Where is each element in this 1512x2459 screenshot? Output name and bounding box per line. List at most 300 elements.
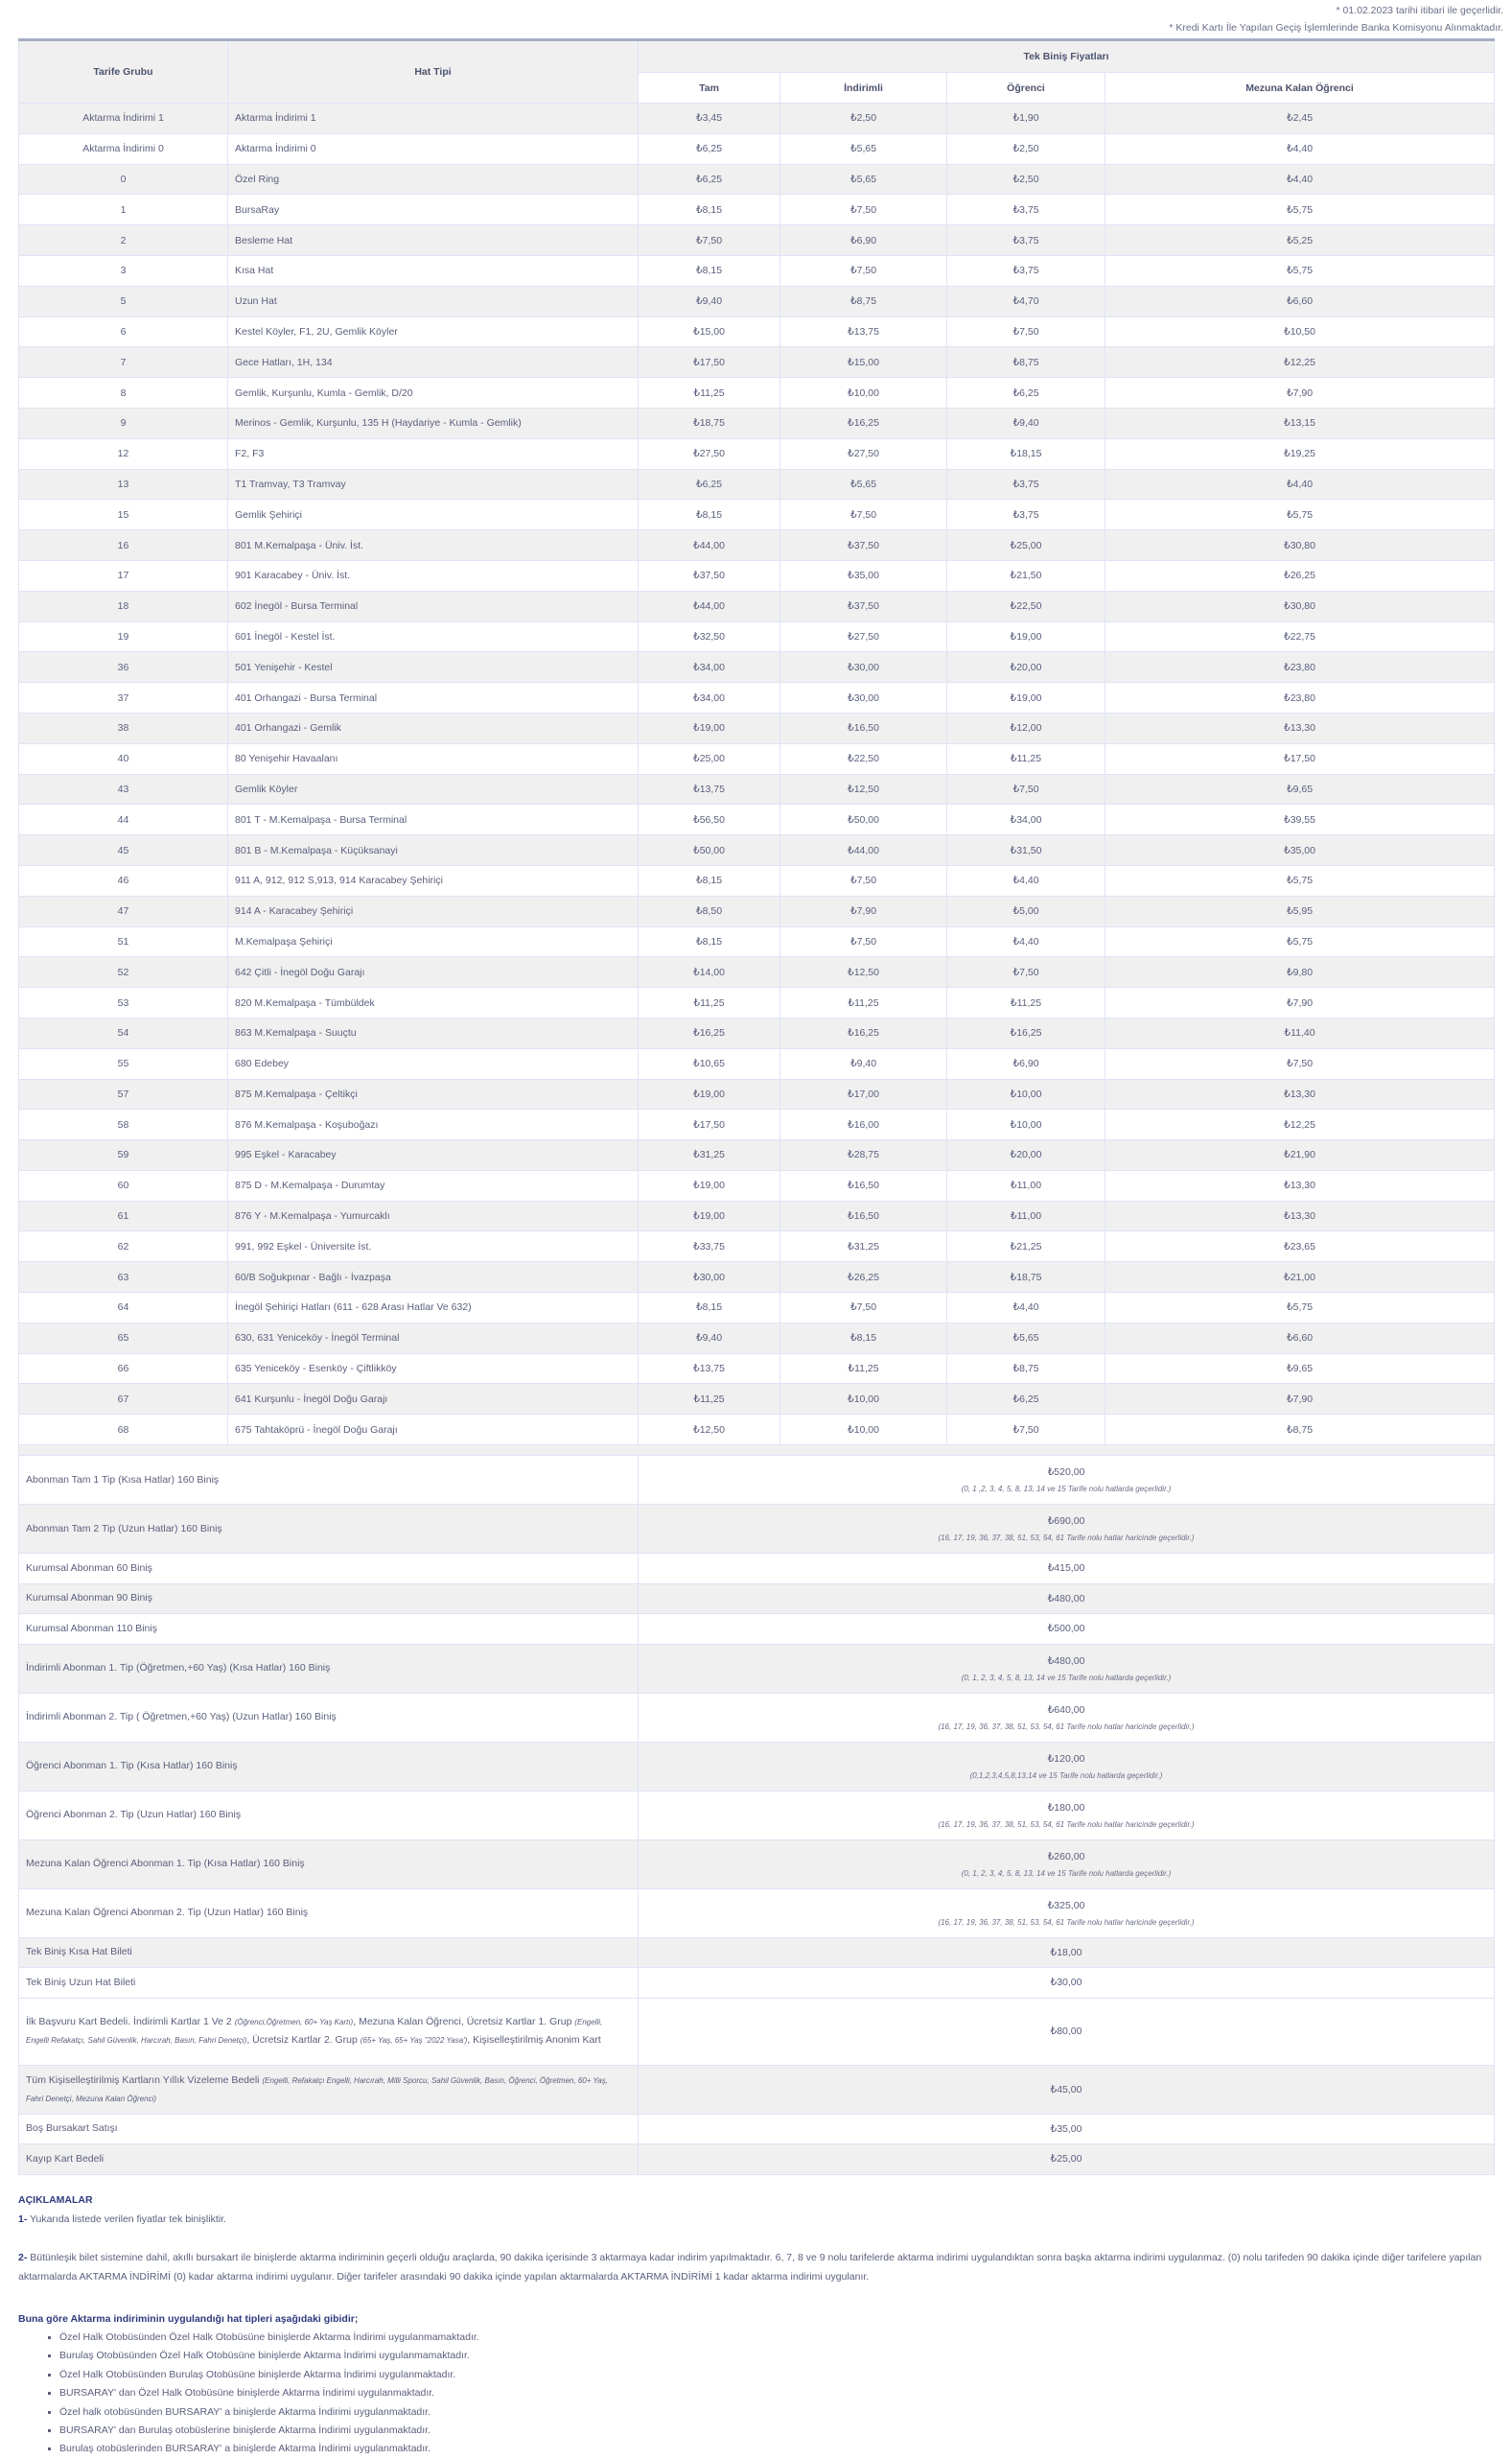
- first-application-part2-small: (Engelli, Engelli Refakatçı, Sahil Güvenlik, Harcırah, Basın, Fahri Denetçi): [26, 2018, 603, 2046]
- mezuna-kalan-price-cell: ₺5,75: [1105, 195, 1495, 225]
- hat-tipi-cell: 60/B Soğukpınar - Bağlı - İvazpaşa: [228, 1262, 639, 1293]
- ogrenci-price-cell: ₺6,90: [947, 1048, 1105, 1079]
- indirimli-price-cell: ₺30,00: [780, 652, 947, 683]
- tarife-grubu-cell: 65: [19, 1323, 228, 1353]
- table-row: [19, 1415, 1495, 1445]
- card-fees-body: [19, 1998, 1495, 2174]
- subscription-price: ₺30,00: [1050, 1977, 1082, 1989]
- tam-price-cell: ₺3,45: [639, 104, 780, 134]
- ogrenci-price-cell: ₺9,40: [947, 408, 1105, 438]
- hat-tipi-cell: 875 D - M.Kemalpaşa - Durumtay: [228, 1170, 639, 1201]
- ogrenci-price-cell: ₺7,50: [947, 774, 1105, 805]
- valid-from-note: * 01.02.2023 tarihi itibari ile geçerlidir.: [1336, 5, 1503, 16]
- ogrenci-price-cell: ₺3,75: [947, 255, 1105, 286]
- hat-tipi-cell: 863 M.Kemalpaşa - Suuçtu: [228, 1018, 639, 1048]
- ogrenci-price-cell: ₺31,50: [947, 835, 1105, 866]
- tam-price-cell: ₺16,25: [639, 1018, 780, 1048]
- hat-tipi-cell: İnegöl Şehiriçi Hatları (611 - 628 Arası Hatlar Ve 632): [228, 1293, 639, 1323]
- subscription-price-cell: [639, 1839, 1495, 1888]
- subscription-price-cell: [639, 1888, 1495, 1937]
- table-row: [19, 1110, 1495, 1140]
- hat-tipi-cell: Besleme Hat: [228, 225, 639, 256]
- hat-tipi-cell: 876 Y - M.Kemalpaşa - Yumurcaklı: [228, 1201, 639, 1231]
- ogrenci-price-cell: ₺11,25: [947, 743, 1105, 774]
- mezuna-kalan-price-cell: ₺5,95: [1105, 896, 1495, 926]
- indirimli-price-cell: ₺10,00: [780, 1415, 947, 1445]
- ogrenci-price-cell: ₺22,50: [947, 591, 1105, 621]
- annual-visa-label: [19, 2065, 639, 2114]
- subscription-price: ₺500,00: [1047, 1623, 1085, 1635]
- mezuna-kalan-price-cell: ₺7,50: [1105, 1048, 1495, 1079]
- tam-price-cell: ₺17,50: [639, 347, 780, 378]
- ogrenci-price-cell: ₺16,25: [947, 1018, 1105, 1048]
- fare-table-body: [19, 104, 1495, 1445]
- ogrenci-price-cell: ₺3,75: [947, 500, 1105, 530]
- ogrenci-price-cell: ₺21,50: [947, 560, 1105, 591]
- list-item: Özel Halk Otobüsünden Burulaş Otobüsüne binişlerde Aktarma İndirimi uygulanmaktadır.: [53, 2366, 1495, 2384]
- table-row: [19, 988, 1495, 1019]
- mezuna-kalan-price-cell: ₺10,50: [1105, 316, 1495, 347]
- lost-card-price: ₺25,00: [639, 2144, 1495, 2175]
- ogrenci-price-cell: ₺10,00: [947, 1079, 1105, 1110]
- table-row: [19, 500, 1495, 530]
- table-row: [19, 469, 1495, 500]
- hat-tipi-cell: T1 Tramvay, T3 Tramvay: [228, 469, 639, 500]
- hat-tipi-cell: F2, F3: [228, 438, 639, 469]
- subscription-validity-note: (0, 1 ,2, 3, 4, 5, 8, 13, 14 ve 15 Tarife nolu hatlarda geçerlidir.): [961, 1485, 1172, 1494]
- tarife-grubu-cell: 40: [19, 743, 228, 774]
- hat-tipi-cell: 820 M.Kemalpaşa - Tümbüldek: [228, 988, 639, 1019]
- indirimli-price-cell: ₺50,00: [780, 805, 947, 835]
- subscription-row: [19, 1456, 1495, 1505]
- subscription-price: ₺260,00: [1047, 1850, 1085, 1862]
- spacer-row: [19, 1445, 1495, 1456]
- ogrenci-price-cell: ₺5,65: [947, 1323, 1105, 1353]
- subscription-price-cell: [639, 1693, 1495, 1742]
- table-row: [19, 683, 1495, 714]
- tarife-grubu-cell: 47: [19, 896, 228, 926]
- indirimli-price-cell: ₺26,25: [780, 1262, 947, 1293]
- indirimli-price-cell: ₺16,25: [780, 1018, 947, 1048]
- subscription-price-cell: [639, 1937, 1495, 1968]
- subscription-price-cell: [639, 1614, 1495, 1645]
- mezuna-kalan-price-cell: ₺4,40: [1105, 133, 1495, 164]
- indirimli-price-cell: ₺7,50: [780, 1293, 947, 1323]
- hat-tipi-cell: 991, 992 Eşkel - Üniversite İst.: [228, 1231, 639, 1262]
- subscription-price-cell: [639, 1554, 1495, 1584]
- ogrenci-price-cell: ₺6,25: [947, 1384, 1105, 1415]
- hat-tipi-cell: 642 Çitli - İnegöl Doğu Garajı: [228, 957, 639, 988]
- tarife-grubu-cell: 52: [19, 957, 228, 988]
- hat-tipi-cell: Gemlik Köyler: [228, 774, 639, 805]
- subscription-validity-note: (16, 17, 19, 36, 37, 38, 51, 53, 54, 61 Tarife nolu hatlar haricinde geçerlidir.): [938, 1721, 1195, 1731]
- subscription-label: Tek Biniş Uzun Hat Bileti: [19, 1968, 639, 1999]
- tam-price-cell: ₺6,25: [639, 164, 780, 195]
- indirimli-price-cell: ₺7,50: [780, 500, 947, 530]
- header-row-top: [19, 40, 1495, 73]
- card-fee-row-lost-card: [19, 2144, 1495, 2175]
- indirimli-price-cell: ₺35,00: [780, 560, 947, 591]
- table-row: [19, 805, 1495, 835]
- indirimli-price-cell: ₺17,00: [780, 1079, 947, 1110]
- tarife-grubu-cell: 68: [19, 1415, 228, 1445]
- ogrenci-price-cell: ₺4,40: [947, 865, 1105, 896]
- tam-price-cell: ₺27,50: [639, 438, 780, 469]
- ogrenci-price-cell: ₺4,70: [947, 286, 1105, 316]
- first-application-part4: , Kişiselleştirilmiş Anonim Kart: [467, 2034, 601, 2047]
- tarife-grubu-cell: 60: [19, 1170, 228, 1201]
- spacer: [18, 2229, 1495, 2248]
- subscription-price: ₺415,00: [1047, 1562, 1085, 1575]
- indirimli-price-cell: ₺7,50: [780, 926, 947, 957]
- header-tam: Tam: [639, 73, 780, 104]
- subscription-label: Mezuna Kalan Öğrenci Abonman 2. Tip (Uzun Hatlar) 160 Biniş: [19, 1888, 639, 1937]
- ogrenci-price-cell: ₺5,00: [947, 896, 1105, 926]
- mezuna-kalan-price-cell: ₺9,80: [1105, 957, 1495, 988]
- indirimli-price-cell: ₺37,50: [780, 530, 947, 561]
- table-row: [19, 1079, 1495, 1110]
- subscription-price: ₺120,00: [1047, 1752, 1085, 1765]
- tarife-grubu-cell: 64: [19, 1293, 228, 1323]
- tam-price-cell: ₺15,00: [639, 316, 780, 347]
- fare-table-header: [19, 40, 1495, 104]
- subscription-label: Tek Biniş Kısa Hat Bileti: [19, 1937, 639, 1968]
- tarife-grubu-cell: 12: [19, 438, 228, 469]
- mezuna-kalan-price-cell: ₺13,30: [1105, 713, 1495, 743]
- hat-tipi-cell: 801 B - M.Kemalpaşa - Küçüksanayi: [228, 835, 639, 866]
- subscription-price: ₺480,00: [1047, 1654, 1085, 1667]
- mezuna-kalan-price-cell: ₺5,75: [1105, 255, 1495, 286]
- empty-card-price: ₺35,00: [639, 2114, 1495, 2144]
- tarife-grubu-cell: 46: [19, 865, 228, 896]
- subscription-validity-note: (0,1,2,3,4,5,8,13,14 ve 15 Tarife nolu hatlarda geçerlidir.): [969, 1770, 1163, 1780]
- table-row: [19, 225, 1495, 256]
- table-spacer: [19, 1445, 1495, 1456]
- tam-price-cell: ₺34,00: [639, 683, 780, 714]
- subscription-table-body: [19, 1456, 1495, 1999]
- list-item: BURSARAY' dan Özel Halk Otobüsüne binişlerde Aktarma İndirimi uygulanmaktadır.: [53, 2384, 1495, 2402]
- list-item: Burulaş Otobüsünden Özel Halk Otobüsüne binişlerde Aktarma İndirimi uygulanmamaktadır.: [53, 2347, 1495, 2365]
- ogrenci-price-cell: ₺25,00: [947, 530, 1105, 561]
- subscription-row: [19, 1693, 1495, 1742]
- indirimli-price-cell: ₺28,75: [780, 1140, 947, 1171]
- subscription-validity-note: (0, 1, 2, 3, 4, 5, 8, 13, 14 ve 15 Tarife nolu hatlarda geçerlidir.): [961, 1868, 1172, 1878]
- first-application-part3: , Ücretsiz Kartlar 2. Grup: [246, 2034, 361, 2047]
- hat-tipi-cell: Uzun Hat: [228, 286, 639, 316]
- mezuna-kalan-price-cell: ₺8,75: [1105, 1415, 1495, 1445]
- tam-price-cell: ₺19,00: [639, 713, 780, 743]
- tarife-grubu-cell: 1: [19, 195, 228, 225]
- mezuna-kalan-price-cell: ₺21,90: [1105, 1140, 1495, 1171]
- table-row: [19, 743, 1495, 774]
- fare-table-container: [18, 38, 1494, 2175]
- table-row: [19, 1201, 1495, 1231]
- hat-tipi-cell: 641 Kurşunlu - İnegöl Doğu Garajı: [228, 1384, 639, 1415]
- tarife-grubu-cell: 16: [19, 530, 228, 561]
- indirimli-price-cell: ₺12,50: [780, 957, 947, 988]
- mezuna-kalan-price-cell: ₺30,80: [1105, 530, 1495, 561]
- table-row: [19, 774, 1495, 805]
- mezuna-kalan-price-cell: ₺4,40: [1105, 164, 1495, 195]
- mezuna-kalan-price-cell: ₺9,65: [1105, 774, 1495, 805]
- ogrenci-price-cell: ₺21,25: [947, 1231, 1105, 1262]
- tarife-grubu-cell: 7: [19, 347, 228, 378]
- hat-tipi-cell: BursaRay: [228, 195, 639, 225]
- subscription-label: İndirimli Abonman 2. Tip ( Öğretmen,+60 Yaş) (Uzun Hatlar) 160 Biniş: [19, 1693, 639, 1742]
- mezuna-kalan-price-cell: ₺12,25: [1105, 347, 1495, 378]
- tarife-grubu-cell: 63: [19, 1262, 228, 1293]
- tam-price-cell: ₺18,75: [639, 408, 780, 438]
- tam-price-cell: ₺17,50: [639, 1110, 780, 1140]
- mezuna-kalan-price-cell: ₺5,75: [1105, 500, 1495, 530]
- table-row: [19, 255, 1495, 286]
- tarife-grubu-cell: 51: [19, 926, 228, 957]
- ogrenci-price-cell: ₺7,50: [947, 1415, 1105, 1445]
- hat-tipi-cell: Aktarma İndirimi 0: [228, 133, 639, 164]
- first-application-part3-small: (65+ Yaş, 65+ Yaş "2022 Yasa'): [360, 2036, 468, 2046]
- hat-tipi-cell: Merinos - Gemlik, Kurşunlu, 135 H (Haydariye - Kumla - Gemlik): [228, 408, 639, 438]
- subscription-price-cell: [639, 1644, 1495, 1693]
- table-row: [19, 104, 1495, 134]
- tam-price-cell: ₺11,25: [639, 378, 780, 409]
- mezuna-kalan-price-cell: ₺13,15: [1105, 408, 1495, 438]
- hat-tipi-cell: 801 M.Kemalpaşa - Üniv. İst.: [228, 530, 639, 561]
- subscription-price-cell: [639, 1583, 1495, 1614]
- hat-tipi-cell: 995 Eşkel - Karacabey: [228, 1140, 639, 1171]
- indirimli-price-cell: ₺16,50: [780, 1201, 947, 1231]
- first-application-price: ₺80,00: [639, 1998, 1495, 2065]
- subscription-label: Kurumsal Abonman 90 Biniş: [19, 1583, 639, 1614]
- mezuna-kalan-price-cell: ₺22,75: [1105, 621, 1495, 652]
- subscription-row: [19, 1937, 1495, 1968]
- indirimli-price-cell: ₺8,75: [780, 286, 947, 316]
- hat-tipi-cell: Kısa Hat: [228, 255, 639, 286]
- tam-price-cell: ₺34,00: [639, 652, 780, 683]
- tam-price-cell: ₺8,50: [639, 896, 780, 926]
- subscription-label: Öğrenci Abonman 1. Tip (Kısa Hatlar) 160 Biniş: [19, 1742, 639, 1791]
- tarife-grubu-cell: 61: [19, 1201, 228, 1231]
- ogrenci-price-cell: ₺6,25: [947, 378, 1105, 409]
- header-indirimli: İndirimli: [780, 73, 947, 104]
- subscription-label: Kurumsal Abonman 110 Biniş: [19, 1614, 639, 1645]
- mezuna-kalan-price-cell: ₺6,60: [1105, 1323, 1495, 1353]
- indirimli-price-cell: ₺7,50: [780, 865, 947, 896]
- tam-price-cell: ₺44,00: [639, 591, 780, 621]
- table-row: [19, 164, 1495, 195]
- subscription-label: İndirimli Abonman 1. Tip (Öğretmen,+60 Yaş) (Kısa Hatlar) 160 Biniş: [19, 1644, 639, 1693]
- subscription-price: ₺640,00: [1047, 1703, 1085, 1716]
- mezuna-kalan-price-cell: ₺2,45: [1105, 104, 1495, 134]
- hat-tipi-cell: Gemlik Şehiriçi: [228, 500, 639, 530]
- explanation-item-2-num: 2-: [18, 2252, 28, 2263]
- ogrenci-price-cell: ₺11,25: [947, 988, 1105, 1019]
- table-row: [19, 652, 1495, 683]
- header-hat-tipi: Hat Tipi: [228, 40, 639, 104]
- tam-price-cell: ₺12,50: [639, 1415, 780, 1445]
- table-row: [19, 713, 1495, 743]
- indirimli-price-cell: ₺30,00: [780, 683, 947, 714]
- indirimli-price-cell: ₺31,25: [780, 1231, 947, 1262]
- subscription-row: [19, 1505, 1495, 1554]
- subscription-price-cell: [639, 1742, 1495, 1791]
- tam-price-cell: ₺19,00: [639, 1170, 780, 1201]
- subscription-validity-note: (16, 17, 19, 36, 37, 38, 51, 53, 54, 61 Tarife nolu hatlar haricinde geçerlidir.): [938, 1534, 1195, 1543]
- ogrenci-price-cell: ₺18,75: [947, 1262, 1105, 1293]
- ogrenci-price-cell: ₺8,75: [947, 1353, 1105, 1384]
- table-row: [19, 865, 1495, 896]
- tam-price-cell: ₺11,25: [639, 1384, 780, 1415]
- subscription-row: [19, 1583, 1495, 1614]
- subscription-price-cell: [639, 1791, 1495, 1839]
- explanation-item-1-num: 1-: [18, 2213, 28, 2225]
- notes: [1169, 2, 1503, 36]
- tam-price-cell: ₺8,15: [639, 500, 780, 530]
- subscription-price: ₺18,00: [1050, 1946, 1082, 1958]
- indirimli-price-cell: ₺5,65: [780, 133, 947, 164]
- indirimli-price-cell: ₺9,40: [780, 1048, 947, 1079]
- ogrenci-price-cell: ₺2,50: [947, 164, 1105, 195]
- mezuna-kalan-price-cell: ₺17,50: [1105, 743, 1495, 774]
- indirimli-price-cell: ₺6,90: [780, 225, 947, 256]
- hat-tipi-cell: 911 A, 912, 912 S,913, 914 Karacabey Şehiriçi: [228, 865, 639, 896]
- explanations-title: AÇIKLAMALAR: [18, 2194, 93, 2206]
- indirimli-price-cell: ₺16,25: [780, 408, 947, 438]
- tam-price-cell: ₺32,50: [639, 621, 780, 652]
- subscription-price: ₺480,00: [1047, 1592, 1085, 1604]
- subscription-price-cell: [639, 1456, 1495, 1505]
- table-row: [19, 347, 1495, 378]
- mezuna-kalan-price-cell: ₺35,00: [1105, 835, 1495, 866]
- tarife-grubu-cell: 55: [19, 1048, 228, 1079]
- indirimli-price-cell: ₺11,25: [780, 988, 947, 1019]
- first-application-label: [19, 1998, 639, 2065]
- tam-price-cell: ₺10,65: [639, 1048, 780, 1079]
- ogrenci-price-cell: ₺19,00: [947, 621, 1105, 652]
- table-row: [19, 530, 1495, 561]
- spacer-cell: [19, 1445, 1495, 1456]
- table-row: [19, 621, 1495, 652]
- table-row: [19, 408, 1495, 438]
- indirimli-price-cell: ₺10,00: [780, 1384, 947, 1415]
- transfer-list-title: Buna göre Aktarma indiriminin uygulandığı hat tipleri aşağıdaki gibidir;: [18, 2313, 359, 2325]
- hat-tipi-cell: 876 M.Kemalpaşa - Koşuboğazı: [228, 1110, 639, 1140]
- indirimli-price-cell: ₺5,65: [780, 164, 947, 195]
- tam-price-cell: ₺13,75: [639, 774, 780, 805]
- tarife-grubu-cell: 17: [19, 560, 228, 591]
- mezuna-kalan-price-cell: ₺5,75: [1105, 926, 1495, 957]
- hat-tipi-cell: 602 İnegöl - Bursa Terminal: [228, 591, 639, 621]
- mezuna-kalan-price-cell: ₺21,00: [1105, 1262, 1495, 1293]
- mezuna-kalan-price-cell: ₺39,55: [1105, 805, 1495, 835]
- card-fee-row-empty-card: [19, 2114, 1495, 2144]
- table-row: [19, 1262, 1495, 1293]
- ogrenci-price-cell: ₺20,00: [947, 652, 1105, 683]
- ogrenci-price-cell: ₺8,75: [947, 347, 1105, 378]
- mezuna-kalan-price-cell: ₺19,25: [1105, 438, 1495, 469]
- ogrenci-price-cell: ₺3,75: [947, 195, 1105, 225]
- mezuna-kalan-price-cell: ₺23,80: [1105, 683, 1495, 714]
- subscription-validity-note: (0, 1, 2, 3, 4, 5, 8, 13, 14 ve 15 Tarife nolu hatlarda geçerlidir.): [961, 1673, 1172, 1682]
- tarife-grubu-cell: 62: [19, 1231, 228, 1262]
- tarife-grubu-cell: Aktarma İndirimi 0: [19, 133, 228, 164]
- indirimli-price-cell: ₺13,75: [780, 316, 947, 347]
- tarife-grubu-cell: 2: [19, 225, 228, 256]
- tam-price-cell: ₺6,25: [639, 469, 780, 500]
- ogrenci-price-cell: ₺2,50: [947, 133, 1105, 164]
- mezuna-kalan-price-cell: ₺13,30: [1105, 1170, 1495, 1201]
- explanations: [18, 2190, 1495, 2459]
- subscription-price: ₺690,00: [1047, 1515, 1085, 1528]
- table-row: [19, 316, 1495, 347]
- tam-price-cell: ₺19,00: [639, 1201, 780, 1231]
- indirimli-price-cell: ₺22,50: [780, 743, 947, 774]
- ogrenci-price-cell: ₺11,00: [947, 1170, 1105, 1201]
- tarife-grubu-cell: 37: [19, 683, 228, 714]
- mezuna-kalan-price-cell: ₺13,30: [1105, 1201, 1495, 1231]
- tam-price-cell: ₺50,00: [639, 835, 780, 866]
- mezuna-kalan-price-cell: ₺11,40: [1105, 1018, 1495, 1048]
- table-row: [19, 1353, 1495, 1384]
- explanation-item-1: [18, 2210, 1495, 2229]
- table-row: [19, 1140, 1495, 1171]
- tam-price-cell: ₺13,75: [639, 1353, 780, 1384]
- hat-tipi-cell: 680 Edebey: [228, 1048, 639, 1079]
- tarife-grubu-cell: 44: [19, 805, 228, 835]
- subscription-label: Kurumsal Abonman 60 Biniş: [19, 1554, 639, 1584]
- ogrenci-price-cell: ₺11,00: [947, 1201, 1105, 1231]
- first-application-part1-small: (Öğrenci,Öğretmen, 60+ Yaş Kartı): [234, 2018, 354, 2027]
- list-item: Özel Halk Otobüsünden Özel Halk Otobüsüne binişlerde Aktarma İndirimi uygulanmamaktadır.: [53, 2329, 1495, 2347]
- table-row: [19, 560, 1495, 591]
- indirimli-price-cell: ₺12,50: [780, 774, 947, 805]
- hat-tipi-cell: Gemlik, Kurşunlu, Kumla - Gemlik, D/20: [228, 378, 639, 409]
- subscription-price-cell: [639, 1968, 1495, 1999]
- ogrenci-price-cell: ₺1,90: [947, 104, 1105, 134]
- tam-price-cell: ₺6,25: [639, 133, 780, 164]
- hat-tipi-cell: M.Kemalpaşa Şehiriçi: [228, 926, 639, 957]
- indirimli-price-cell: ₺27,50: [780, 438, 947, 469]
- hat-tipi-cell: 501 Yenişehir - Kestel: [228, 652, 639, 683]
- hat-tipi-cell: 630, 631 Yeniceköy - İnegöl Terminal: [228, 1323, 639, 1353]
- hat-tipi-cell: 914 A - Karacabey Şehiriçi: [228, 896, 639, 926]
- ogrenci-price-cell: ₺34,00: [947, 805, 1105, 835]
- table-row: [19, 926, 1495, 957]
- card-fee-row-first-application: [19, 1998, 1495, 2065]
- table-row: [19, 591, 1495, 621]
- table-row: [19, 133, 1495, 164]
- mezuna-kalan-price-cell: ₺5,75: [1105, 1293, 1495, 1323]
- subscription-validity-note: (16, 17, 19, 36, 37, 38, 51, 53, 54, 61 Tarife nolu hatlar haricinde geçerlidir.): [938, 1917, 1195, 1927]
- mezuna-kalan-price-cell: ₺30,80: [1105, 591, 1495, 621]
- subscription-price-cell: [639, 1505, 1495, 1554]
- fare-table: [18, 38, 1495, 2175]
- subscription-price: ₺520,00: [1047, 1466, 1085, 1479]
- ogrenci-price-cell: ₺18,15: [947, 438, 1105, 469]
- subscription-label: Mezuna Kalan Öğrenci Abonman 1. Tip (Kısa Hatlar) 160 Biniş: [19, 1839, 639, 1888]
- table-row: [19, 1170, 1495, 1201]
- ogrenci-price-cell: ₺10,00: [947, 1110, 1105, 1140]
- subscription-label: Abonman Tam 1 Tip (Kısa Hatlar) 160 Biniş: [19, 1456, 639, 1505]
- mezuna-kalan-price-cell: ₺7,90: [1105, 378, 1495, 409]
- subscription-row: [19, 1968, 1495, 1999]
- ogrenci-price-cell: ₺7,50: [947, 957, 1105, 988]
- tarife-grubu-cell: 57: [19, 1079, 228, 1110]
- subscription-row: [19, 1614, 1495, 1645]
- hat-tipi-cell: 801 T - M.Kemalpaşa - Bursa Terminal: [228, 805, 639, 835]
- tam-price-cell: ₺7,50: [639, 225, 780, 256]
- mezuna-kalan-price-cell: ₺5,75: [1105, 865, 1495, 896]
- table-row: [19, 195, 1495, 225]
